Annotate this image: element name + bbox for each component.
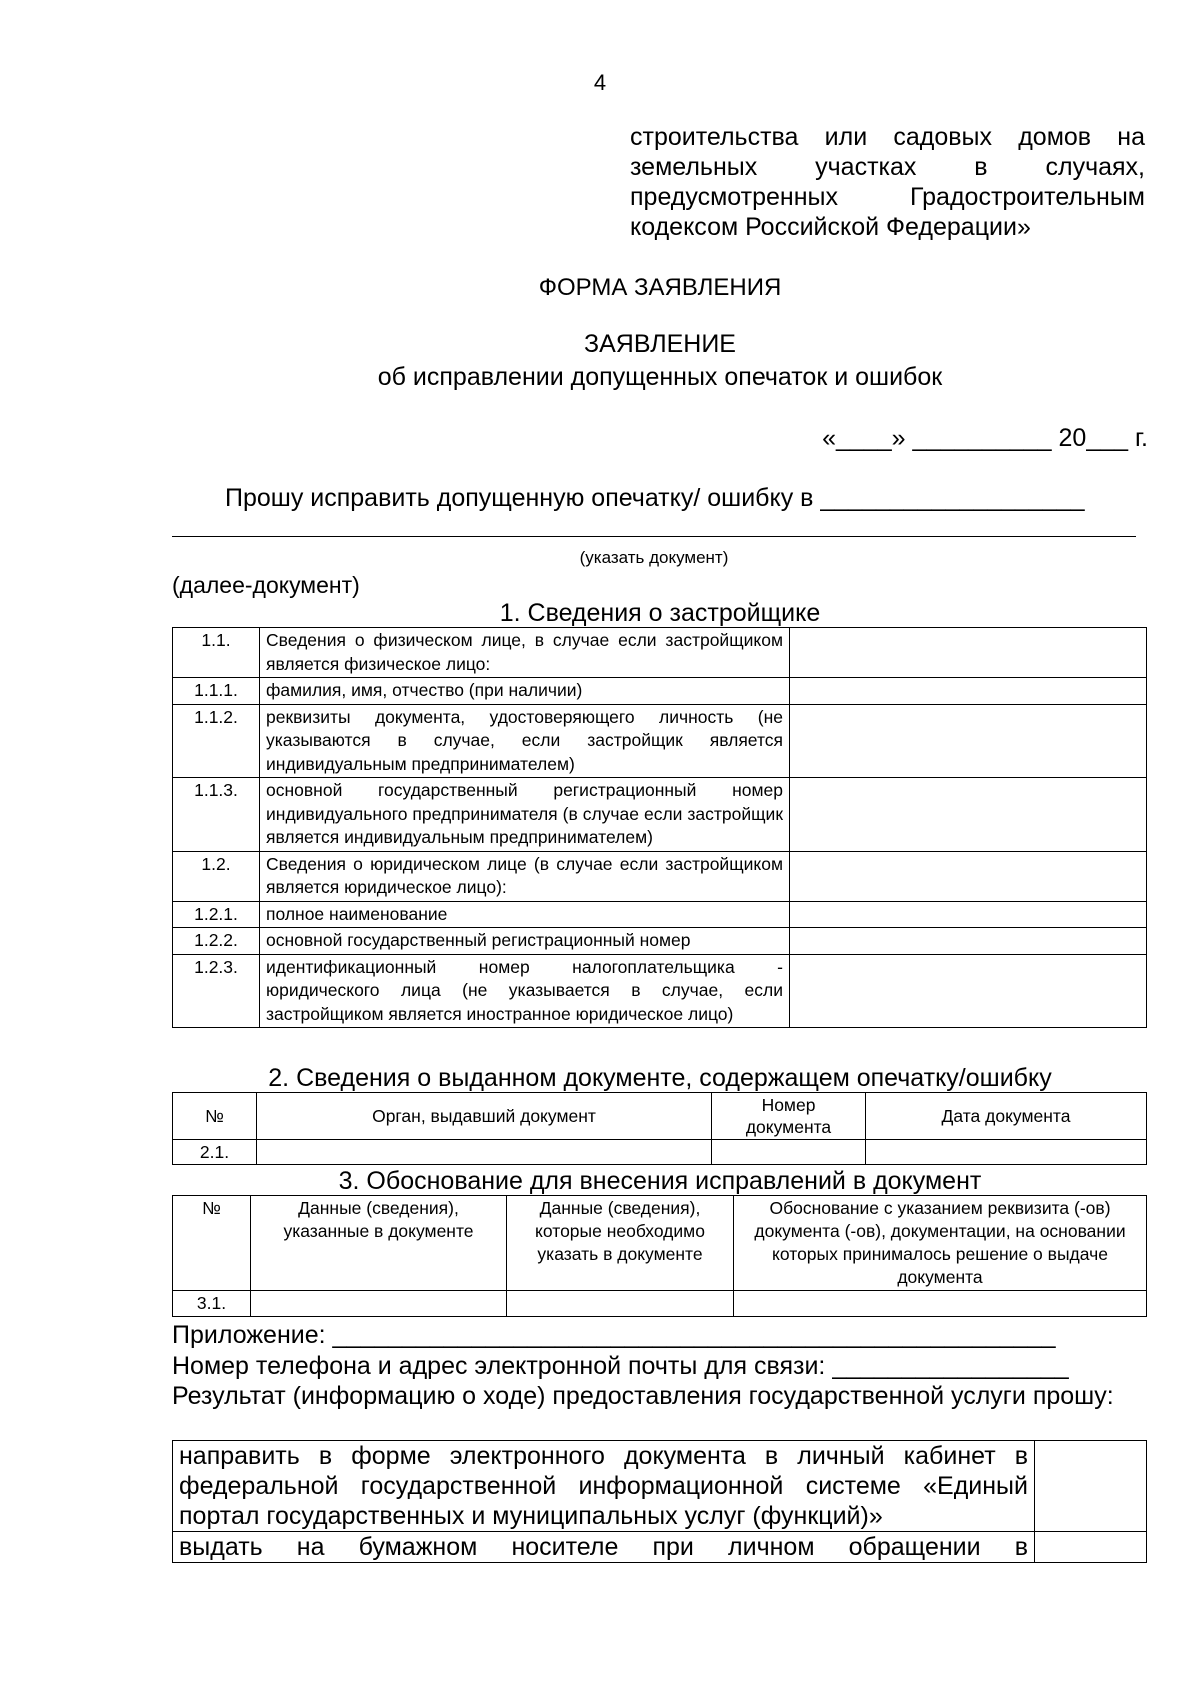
column-header: Данные (сведения), указанные в документе	[251, 1196, 507, 1291]
table-row	[173, 928, 1147, 955]
row-number: 3.1.	[173, 1291, 251, 1317]
value-cell[interactable]	[790, 678, 1147, 705]
section1-title: 1. Сведения о застройщике	[499, 599, 821, 627]
value-cell[interactable]	[790, 954, 1147, 1028]
row-description: основной государственный регистрационный номер индивидуального предпринимателя (в случае если застройщик является индивидуальным предпринимателем)	[260, 778, 790, 852]
table-row	[173, 778, 1147, 852]
application-subtitle: об исправлении допущенных опечаток и ошибок	[377, 363, 943, 391]
row-number: 2.1.	[173, 1140, 257, 1165]
row-description: фамилия, имя, отчество (при наличии)	[260, 678, 790, 705]
table-row	[173, 954, 1147, 1028]
application-title: ЗАЯВЛЕНИЕ	[583, 330, 736, 358]
column-header: Орган, выдавший документ	[257, 1093, 712, 1140]
row-description: реквизиты документа, удостоверяющего личность (не указываются в случае, если застройщик является индивидуальным предпринимателем)	[260, 704, 790, 778]
row-number: 1.1.3.	[173, 778, 260, 852]
section2-title: 2. Сведения о выданном документе, содержащем опечатку/ошибку	[268, 1064, 1052, 1092]
value-cell[interactable]	[790, 901, 1147, 928]
request-hint: (указать документ)	[579, 548, 729, 567]
row-number: 1.2.	[173, 851, 260, 901]
table-row	[173, 851, 1147, 901]
section3-title: 3. Обоснование для внесения исправлений в документ	[338, 1167, 982, 1195]
result-delivery-text: Результат (информацию о ходе) предоставления государственной услуги прошу:	[172, 1382, 1114, 1410]
row-description: Сведения о физическом лице, в случае если застройщиком является физическое лицо:	[260, 628, 790, 678]
row-number: 1.2.1.	[173, 901, 260, 928]
developer-info-table	[172, 627, 1147, 1028]
row-description: идентификационный номер налогоплательщика - юридического лица (не указывается в случае, если застройщиком является иностранное юридическое лицо)	[260, 954, 790, 1028]
table-row	[173, 678, 1147, 705]
contact-field[interactable]: Номер телефона и адрес электронной почты для связи: _________________	[172, 1352, 1069, 1380]
table-row	[173, 901, 1147, 928]
delivery-option-electronic: направить в форме электронного документа в личный кабинет в федеральной государственной информационной системе «Единый портал государственных и муниципальных услуг (функций)»	[173, 1441, 1035, 1532]
request-line[interactable]: Прошу исправить допущенную опечатку/ ошибку в ___________________	[225, 484, 1085, 512]
hereafter-note: (далее-документ)	[172, 572, 360, 598]
value-cell[interactable]	[507, 1291, 734, 1317]
document-blank-line[interactable]	[172, 536, 1136, 537]
column-header: Обоснование с указанием реквизита (-ов) документа (-ов), документации, на основании которых принималось решение о выдаче документа	[734, 1196, 1147, 1291]
column-header: Номер документа	[712, 1093, 866, 1140]
table-header-row	[173, 1196, 1147, 1291]
attachment-field[interactable]: Приложение: ____________________________________________________	[172, 1321, 1056, 1349]
issued-document-table	[172, 1092, 1147, 1165]
value-cell[interactable]	[790, 928, 1147, 955]
date-field[interactable]: «____» __________ 20___ г.	[822, 424, 1148, 452]
table-row	[173, 1140, 1147, 1165]
table-row	[173, 1532, 1147, 1563]
table-row	[173, 628, 1147, 678]
column-header: Данные (сведения), которые необходимо указать в документе	[507, 1196, 734, 1291]
delivery-option-paper: выдать на бумажном носителе при личном обращении в	[173, 1532, 1035, 1563]
delivery-options-table	[172, 1440, 1147, 1563]
table-header-row	[173, 1093, 1147, 1140]
value-cell[interactable]	[251, 1291, 507, 1317]
value-cell[interactable]	[790, 778, 1147, 852]
correction-basis-table	[172, 1195, 1147, 1317]
column-header: №	[173, 1196, 251, 1291]
row-number: 1.2.2.	[173, 928, 260, 955]
column-header: №	[173, 1093, 257, 1140]
row-number: 1.1.1.	[173, 678, 260, 705]
value-cell[interactable]	[712, 1140, 866, 1165]
row-description: основной государственный регистрационный номер	[260, 928, 790, 955]
row-description: полное наименование	[260, 901, 790, 928]
value-cell[interactable]	[790, 628, 1147, 678]
column-header: Дата документа	[866, 1093, 1147, 1140]
table-row	[173, 704, 1147, 778]
row-description: Сведения о юридическом лице (в случае если застройщиком является юридическое лицо):	[260, 851, 790, 901]
value-cell[interactable]	[866, 1140, 1147, 1165]
row-number: 1.2.3.	[173, 954, 260, 1028]
option-checkbox-cell[interactable]	[1035, 1532, 1147, 1563]
table-row	[173, 1291, 1147, 1317]
value-cell[interactable]	[257, 1140, 712, 1165]
header-clause: строительства или садовых домов на земельных участках в случаях, предусмотренных Градостроительным кодексом Российской Федерации»	[630, 123, 1145, 241]
value-cell[interactable]	[790, 704, 1147, 778]
value-cell[interactable]	[734, 1291, 1147, 1317]
page-number: 4	[593, 70, 607, 95]
form-title: ФОРМА ЗАЯВЛЕНИЯ	[538, 274, 782, 301]
row-number: 1.1.	[173, 628, 260, 678]
row-number: 1.1.2.	[173, 704, 260, 778]
table-row	[173, 1441, 1147, 1532]
option-checkbox-cell[interactable]	[1035, 1441, 1147, 1532]
value-cell[interactable]	[790, 851, 1147, 901]
